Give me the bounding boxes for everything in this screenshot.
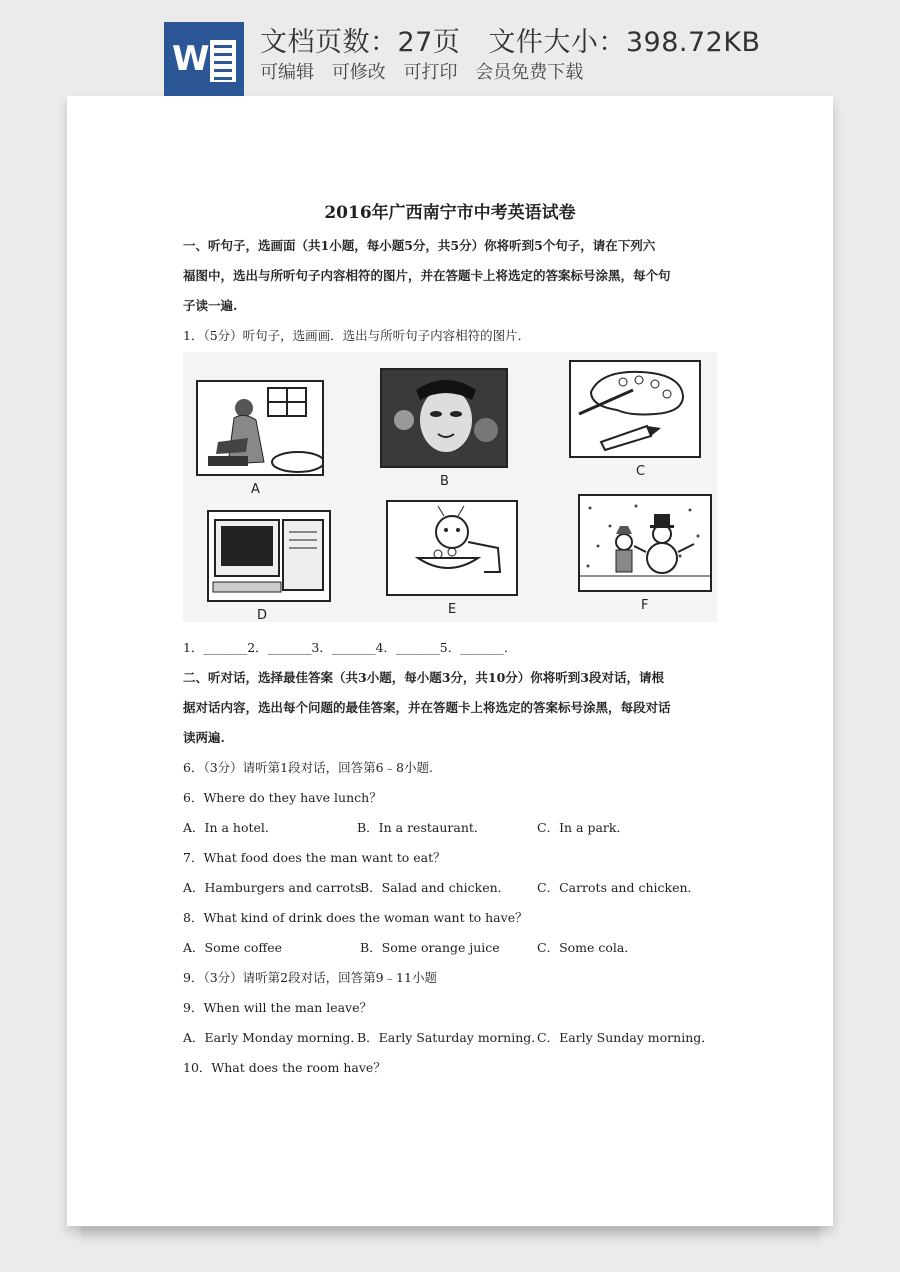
question-6-option-a: A．In a hotel．	[183, 820, 278, 835]
picture-a-cooking	[196, 380, 324, 476]
page-count: 文档页数：27页	[260, 27, 461, 58]
document-title: 2016年广西南宁市中考英语试卷	[324, 203, 576, 223]
picture-label-a: A	[251, 482, 260, 497]
picture-b-opera	[380, 368, 508, 468]
feature-member-download: 会员免费下载	[475, 62, 584, 83]
question-6-intro: 6．（3分）请听第1段对话，回答第6﹣8小题.	[183, 760, 433, 775]
feature-modifiable: 可修改	[331, 62, 386, 83]
picture-label-b: B	[440, 474, 449, 489]
paper-shadow	[80, 1226, 820, 1246]
question-10: 10．What does the room have？	[183, 1060, 386, 1075]
question-8: 8．What kind of drink does the woman want to have？	[183, 910, 528, 925]
question-9-option-c: C．Early Sunday morning．	[537, 1030, 714, 1045]
file-size: 文件大小：398.72KB	[488, 27, 761, 58]
section1-instruction-line3: 子读一遍.	[183, 298, 238, 313]
question-8-option-a: A．Some coffee	[183, 940, 283, 955]
word-icon-letter: W	[172, 39, 210, 79]
header-banner	[0, 0, 900, 100]
section1-instruction-line2: 福图中，选出与所听句子内容相符的图片，并在答题卡上将选定的答案标号涂黑，每个句	[183, 268, 671, 283]
question-9-intro: 9．（3分）请听第2段对话，回答第9﹣11小题	[183, 970, 437, 985]
picture-d-computer	[207, 510, 331, 602]
picture-e-eating	[386, 500, 518, 596]
question-6-option-b: B．In a restaurant．	[357, 820, 487, 835]
feature-editable: 可编辑	[260, 62, 314, 83]
picture-label-d: D	[257, 608, 268, 623]
question-9: 9．When will the man leave？	[183, 1000, 373, 1015]
question-1: 1．（5分）听句子，选画画．选出与所听句子内容相符的图片．	[183, 328, 531, 343]
question-9-option-a: A．Early Monday morning．	[183, 1030, 363, 1045]
word-document-icon	[164, 22, 244, 96]
section2-instruction-line2: 据对话内容，选出每个问题的最佳答案，并在答题卡上将选定的答案标号涂黑，每段对话	[183, 700, 671, 715]
picture-c-palette	[569, 360, 701, 458]
question-7: 7．What food does the man want to eat？	[183, 850, 446, 865]
feature-list	[260, 58, 591, 84]
picture-label-e: E	[448, 602, 457, 617]
section2-instruction-line1: 二、听对话，选择最佳答案（共3小题，每小题3分，共10分）你将听到3段对话，请根	[183, 670, 664, 685]
section1-instruction-line1: 一、听句子，选画面（共1小题，每小题5分，共5分）你将听到5个句子，请在下列六	[183, 238, 656, 253]
picture-label-c: C	[636, 464, 646, 479]
section2-instruction-line3: 读两遍.	[183, 730, 225, 745]
question-6-option-c: C．In a park．	[537, 820, 629, 835]
file-info	[260, 20, 761, 59]
picture-f-snowman	[578, 494, 712, 592]
question-7-option-b: B．Salad and chicken．	[360, 880, 511, 895]
question-7-option-c: C．Carrots and chicken．	[537, 880, 701, 895]
question-8-option-c: C．Some cola．	[537, 940, 637, 955]
feature-printable: 可打印	[403, 62, 458, 83]
question-9-option-b: B．Early Saturday morning．	[357, 1030, 544, 1045]
question-8-option-b: B．Some orange juice	[360, 940, 500, 955]
question-6: 6．Where do they have lunch？	[183, 790, 382, 805]
picture-label-f: F	[641, 598, 649, 613]
question-7-option-a: A．Hamburgers and carrots．	[183, 880, 374, 895]
document-lines-icon	[210, 40, 236, 82]
answer-blanks: 1．_______2．_______3．_______4．_______5．_______．	[183, 640, 517, 655]
